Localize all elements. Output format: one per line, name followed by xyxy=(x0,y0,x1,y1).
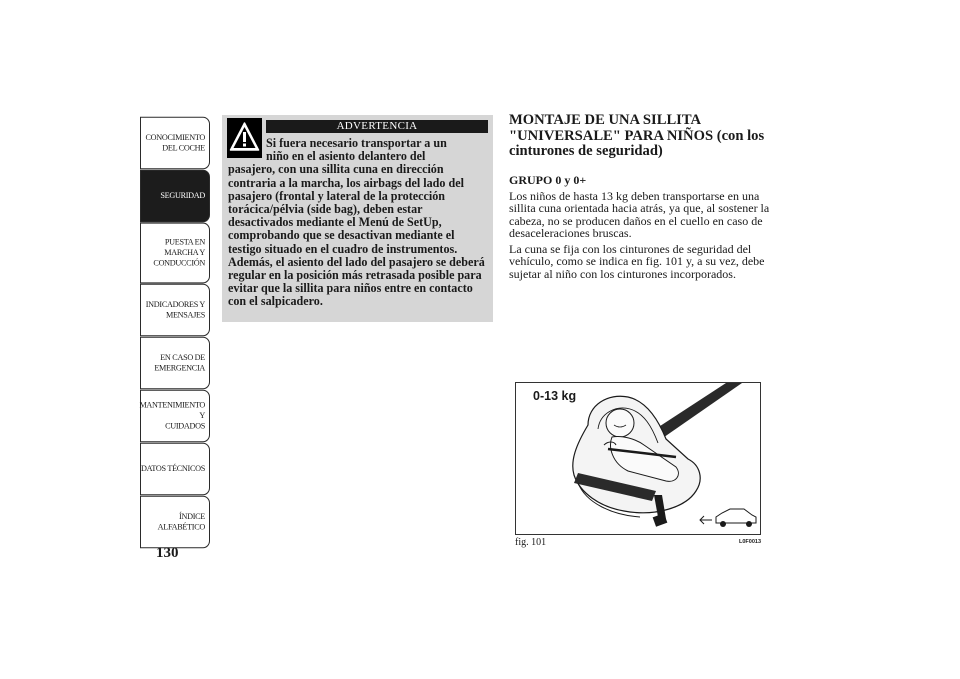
figure-weight-label: 0-13 kg xyxy=(533,389,577,403)
figure-code: L0F0013 xyxy=(739,539,762,545)
section-content xyxy=(509,113,779,281)
tab-indicadores-y-mensajes[interactable]: INDICADORES Y MENSAJES xyxy=(140,284,210,337)
tab-puesta-en-marcha[interactable]: PUESTA EN MARCHA Y CONDUCCIÓN xyxy=(140,223,210,284)
child-seat-illustration xyxy=(516,383,760,534)
tab-datos-tecnicos[interactable]: DATOS TÉCNICOS xyxy=(140,443,210,496)
tab-en-caso-de-emergencia[interactable]: EN CASO DE EMERGENCIA xyxy=(140,337,210,390)
paragraph-2: La cuna se fija con los cinturones de seguridad del vehículo, como se indica en fig. 101 y, a su vez, debe sujetar al niño con los cinturones incorporados. xyxy=(509,241,765,282)
warning-body: pasajero, con una sillita cuna en dirección contraria a la marcha, los airbags del lado del pasajero (frontal y lateral de la protección torácica/pélvia (side bag), deben estar desactivados mediante el Menú de SetUp, comprobando que se desactivan mediante el testigo situado en el cuadro de instrumentos. Además, el asiento del lado del pasajero se deberá regular en la posición más retrasada posible para evitar que la sillita para niños entre en contacto con el salpicadero. xyxy=(228,162,485,309)
warning-title: ADVERTENCIA xyxy=(266,120,488,133)
tab-mantenimiento-y-cuidados[interactable]: MANTENIMIENTO Y CUIDADOS xyxy=(140,390,210,443)
warning-box xyxy=(222,115,493,322)
tab-conocimiento-del-coche[interactable]: CONOCIMIENTO DEL COCHE xyxy=(140,117,210,170)
tab-indice-alfabetico[interactable]: ÍNDICE ALFABÉTICO xyxy=(140,496,210,549)
section-heading: MONTAJE DE UNA SILLITA "UNIVERSALE" PARA NIÑOS (con los cinturones de seguridad) xyxy=(509,112,765,159)
warning-line-2: niño en el asiento delantero del xyxy=(266,149,426,164)
section-subheading: GRUPO 0 y 0+ xyxy=(509,172,587,187)
figure-caption: fig. 101 xyxy=(515,537,547,548)
page-number: 130 xyxy=(156,545,179,561)
warning-text xyxy=(228,137,490,309)
tab-seguridad[interactable]: SEGURIDAD xyxy=(140,170,210,223)
paragraph-1: Los niños de hasta 13 kg deben transportarse en una sillita cuna orientada hacia atrás, ya que, al sostener la cabeza, no se producen daños en el cuello en caso de desaceleraciones bruscas. xyxy=(509,188,770,241)
child-seat-figure xyxy=(515,382,761,535)
warning-line-1: Si fuera necesario transportar a un xyxy=(266,136,447,150)
